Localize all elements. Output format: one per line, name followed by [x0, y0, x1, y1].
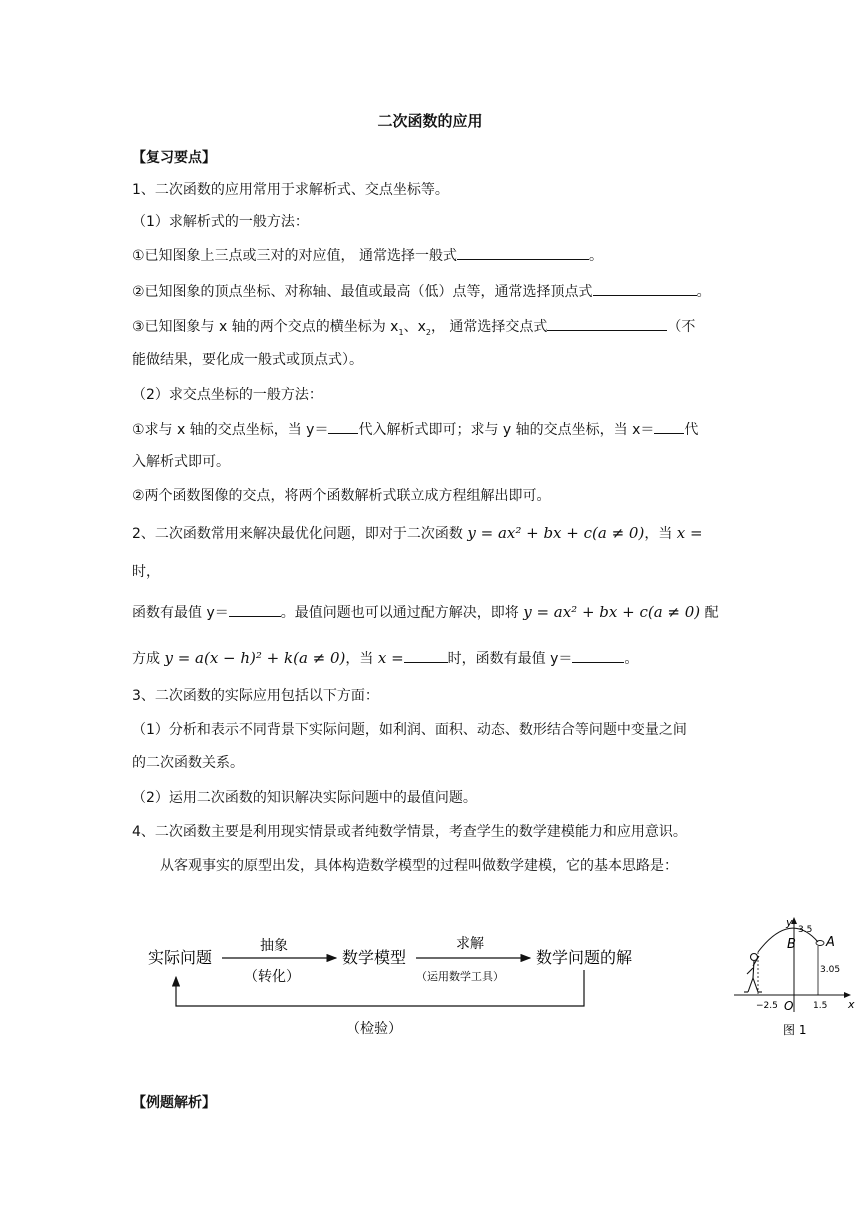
- origin-label: O: [784, 999, 794, 1013]
- page-title: 二次函数的应用: [377, 112, 483, 130]
- subscript: 2: [425, 327, 431, 337]
- point-1-1a-end: 。: [589, 248, 603, 264]
- point-2b-text: 函数有最值 y＝: [132, 605, 229, 621]
- fill-blank: [457, 245, 589, 260]
- point-a-label: A: [826, 935, 835, 950]
- flow-arrow-1-sublabel: （转化）: [244, 969, 300, 985]
- flow-feedback-arrow: [176, 970, 584, 1006]
- point-2b-end: 配: [704, 605, 719, 621]
- fill-blank: [572, 648, 624, 663]
- fill-blank: [593, 281, 697, 296]
- point-2-text: 2、二次函数常用来解决最优化问题，即对于二次函数: [132, 526, 463, 542]
- point-1-1c-text3: ， 通常选择交点式: [430, 319, 548, 335]
- point-4-cont: 从客观事实的原型出发，具体构造数学模型的过程叫做数学建模，它的基本思路是：: [160, 858, 678, 874]
- point-1-1b-end: 。: [696, 284, 711, 300]
- figure-1-trajectory: [728, 912, 856, 1042]
- flow-arrow-2-label: 求解: [456, 936, 484, 952]
- point-1-1a: [132, 245, 603, 266]
- figure-caption: 图 1: [783, 1023, 807, 1037]
- flow-arrow-2-sublabel: （运用数学工具）: [416, 970, 504, 983]
- point-2c-text3: 时，函数有最值 y＝: [447, 651, 573, 667]
- point-2b-text2: 。最值问题也可以通过配方解决，即将: [280, 605, 519, 621]
- point-2c-end: 。: [624, 651, 639, 667]
- point-2c-text: 方成: [132, 651, 160, 667]
- point-3-1-cont: 的二次函数关系。: [132, 755, 244, 771]
- point-1-1b: [132, 281, 711, 302]
- point-2b: [132, 602, 719, 623]
- value-1-5: 1.5: [813, 1001, 828, 1011]
- hoop-icon: [816, 941, 824, 946]
- fill-blank: [404, 648, 448, 663]
- fill-blank: [229, 602, 281, 617]
- player-figure-icon: [744, 954, 762, 993]
- point-3-2: （2）运用二次函数的知识解决实际问题中的最值问题。: [132, 790, 477, 806]
- point-1-1c-end: （不: [667, 319, 696, 335]
- point-1-2a-cont: 入解析式即可。: [132, 454, 230, 470]
- point-4: 4、二次函数主要是利用现实情景或者纯数学情景，考查学生的数学建模能力和应用意识。: [132, 824, 687, 840]
- vertex-formula: y = a(x − h)² + k(a ≠ 0): [164, 649, 346, 667]
- point-1-1a-text: ①已知图象上三点或三对的对应值， 通常选择一般式: [132, 248, 457, 264]
- flow-node-math-solution: 数学问题的解: [536, 948, 633, 967]
- y-axis-label: y: [786, 916, 793, 929]
- point-1: 1、二次函数的应用常用于求解析式、交点坐标等。: [132, 182, 449, 198]
- value-3-05: 3.05: [820, 965, 841, 975]
- x-equals: x =: [377, 649, 404, 667]
- section-examples-heading: 【例题解析】: [132, 1095, 216, 1111]
- point-2c-text2: ，当: [345, 651, 374, 667]
- flow-feedback-label: （检验）: [346, 1021, 402, 1037]
- point-b-label: B: [787, 937, 796, 952]
- point-1-2a-text2: 代入解析式即可；求与 y 轴的交点坐标，当 x＝: [358, 422, 655, 438]
- value-3-5: 3.5: [798, 925, 813, 935]
- point-1-2b: ②两个函数图像的交点，将两个函数解析式联立成方程组解出即可。: [132, 488, 551, 504]
- point-1-1c: [132, 316, 695, 343]
- point-3-1: （1）分析和表示不同背景下实际问题，如利润、面积、动态、数形结合等问题中变量之间: [132, 722, 687, 738]
- section-review-heading: 【复习要点】: [132, 150, 216, 166]
- flow-node-math-model: 数学模型: [342, 948, 407, 967]
- point-2-text2: ，当: [644, 526, 673, 542]
- point-1-1c-cont: 能做结果，要化成一般式或顶点式）。: [132, 352, 363, 368]
- point-2-cont: 时，: [132, 564, 160, 580]
- modeling-flow-diagram: [140, 920, 660, 1045]
- point-1-2a-end: 代: [684, 422, 699, 438]
- point-3: 3、二次函数的实际应用包括以下方面：: [132, 688, 379, 704]
- point-1-2a: [132, 419, 698, 440]
- subscript: 1: [398, 327, 404, 337]
- flow-node-real-problem: 实际问题: [148, 948, 213, 967]
- point-2c: [132, 648, 638, 669]
- point-1-1c-text2: 、x: [403, 319, 426, 335]
- point-1-1b-text: ②已知图象的顶点坐标、对称轴、最值或最高（低）点等，通常选择顶点式: [132, 284, 593, 300]
- value-neg-2-5: −2.5: [756, 1001, 778, 1011]
- point-1-2a-text: ①求与 x 轴的交点坐标，当 y＝: [132, 422, 329, 438]
- quadratic-formula: y = ax² + bx + c(a ≠ 0): [467, 524, 645, 542]
- point-2: [132, 523, 703, 544]
- x-equals: x =: [676, 524, 703, 542]
- point-1-2: （2）求交点坐标的一般方法：: [132, 387, 323, 403]
- point-1-1: （1）求解析式的一般方法：: [132, 214, 309, 230]
- point-1-1c-text: ③已知图象与 x 轴的两个交点的横坐标为 x: [132, 319, 399, 335]
- x-axis-label: x: [848, 998, 855, 1011]
- fill-blank: [654, 419, 684, 434]
- quadratic-formula: y = ax² + bx + c(a ≠ 0): [523, 603, 701, 621]
- fill-blank: [547, 316, 667, 331]
- flow-arrow-1-label: 抽象: [260, 938, 288, 954]
- fill-blank: [328, 419, 358, 434]
